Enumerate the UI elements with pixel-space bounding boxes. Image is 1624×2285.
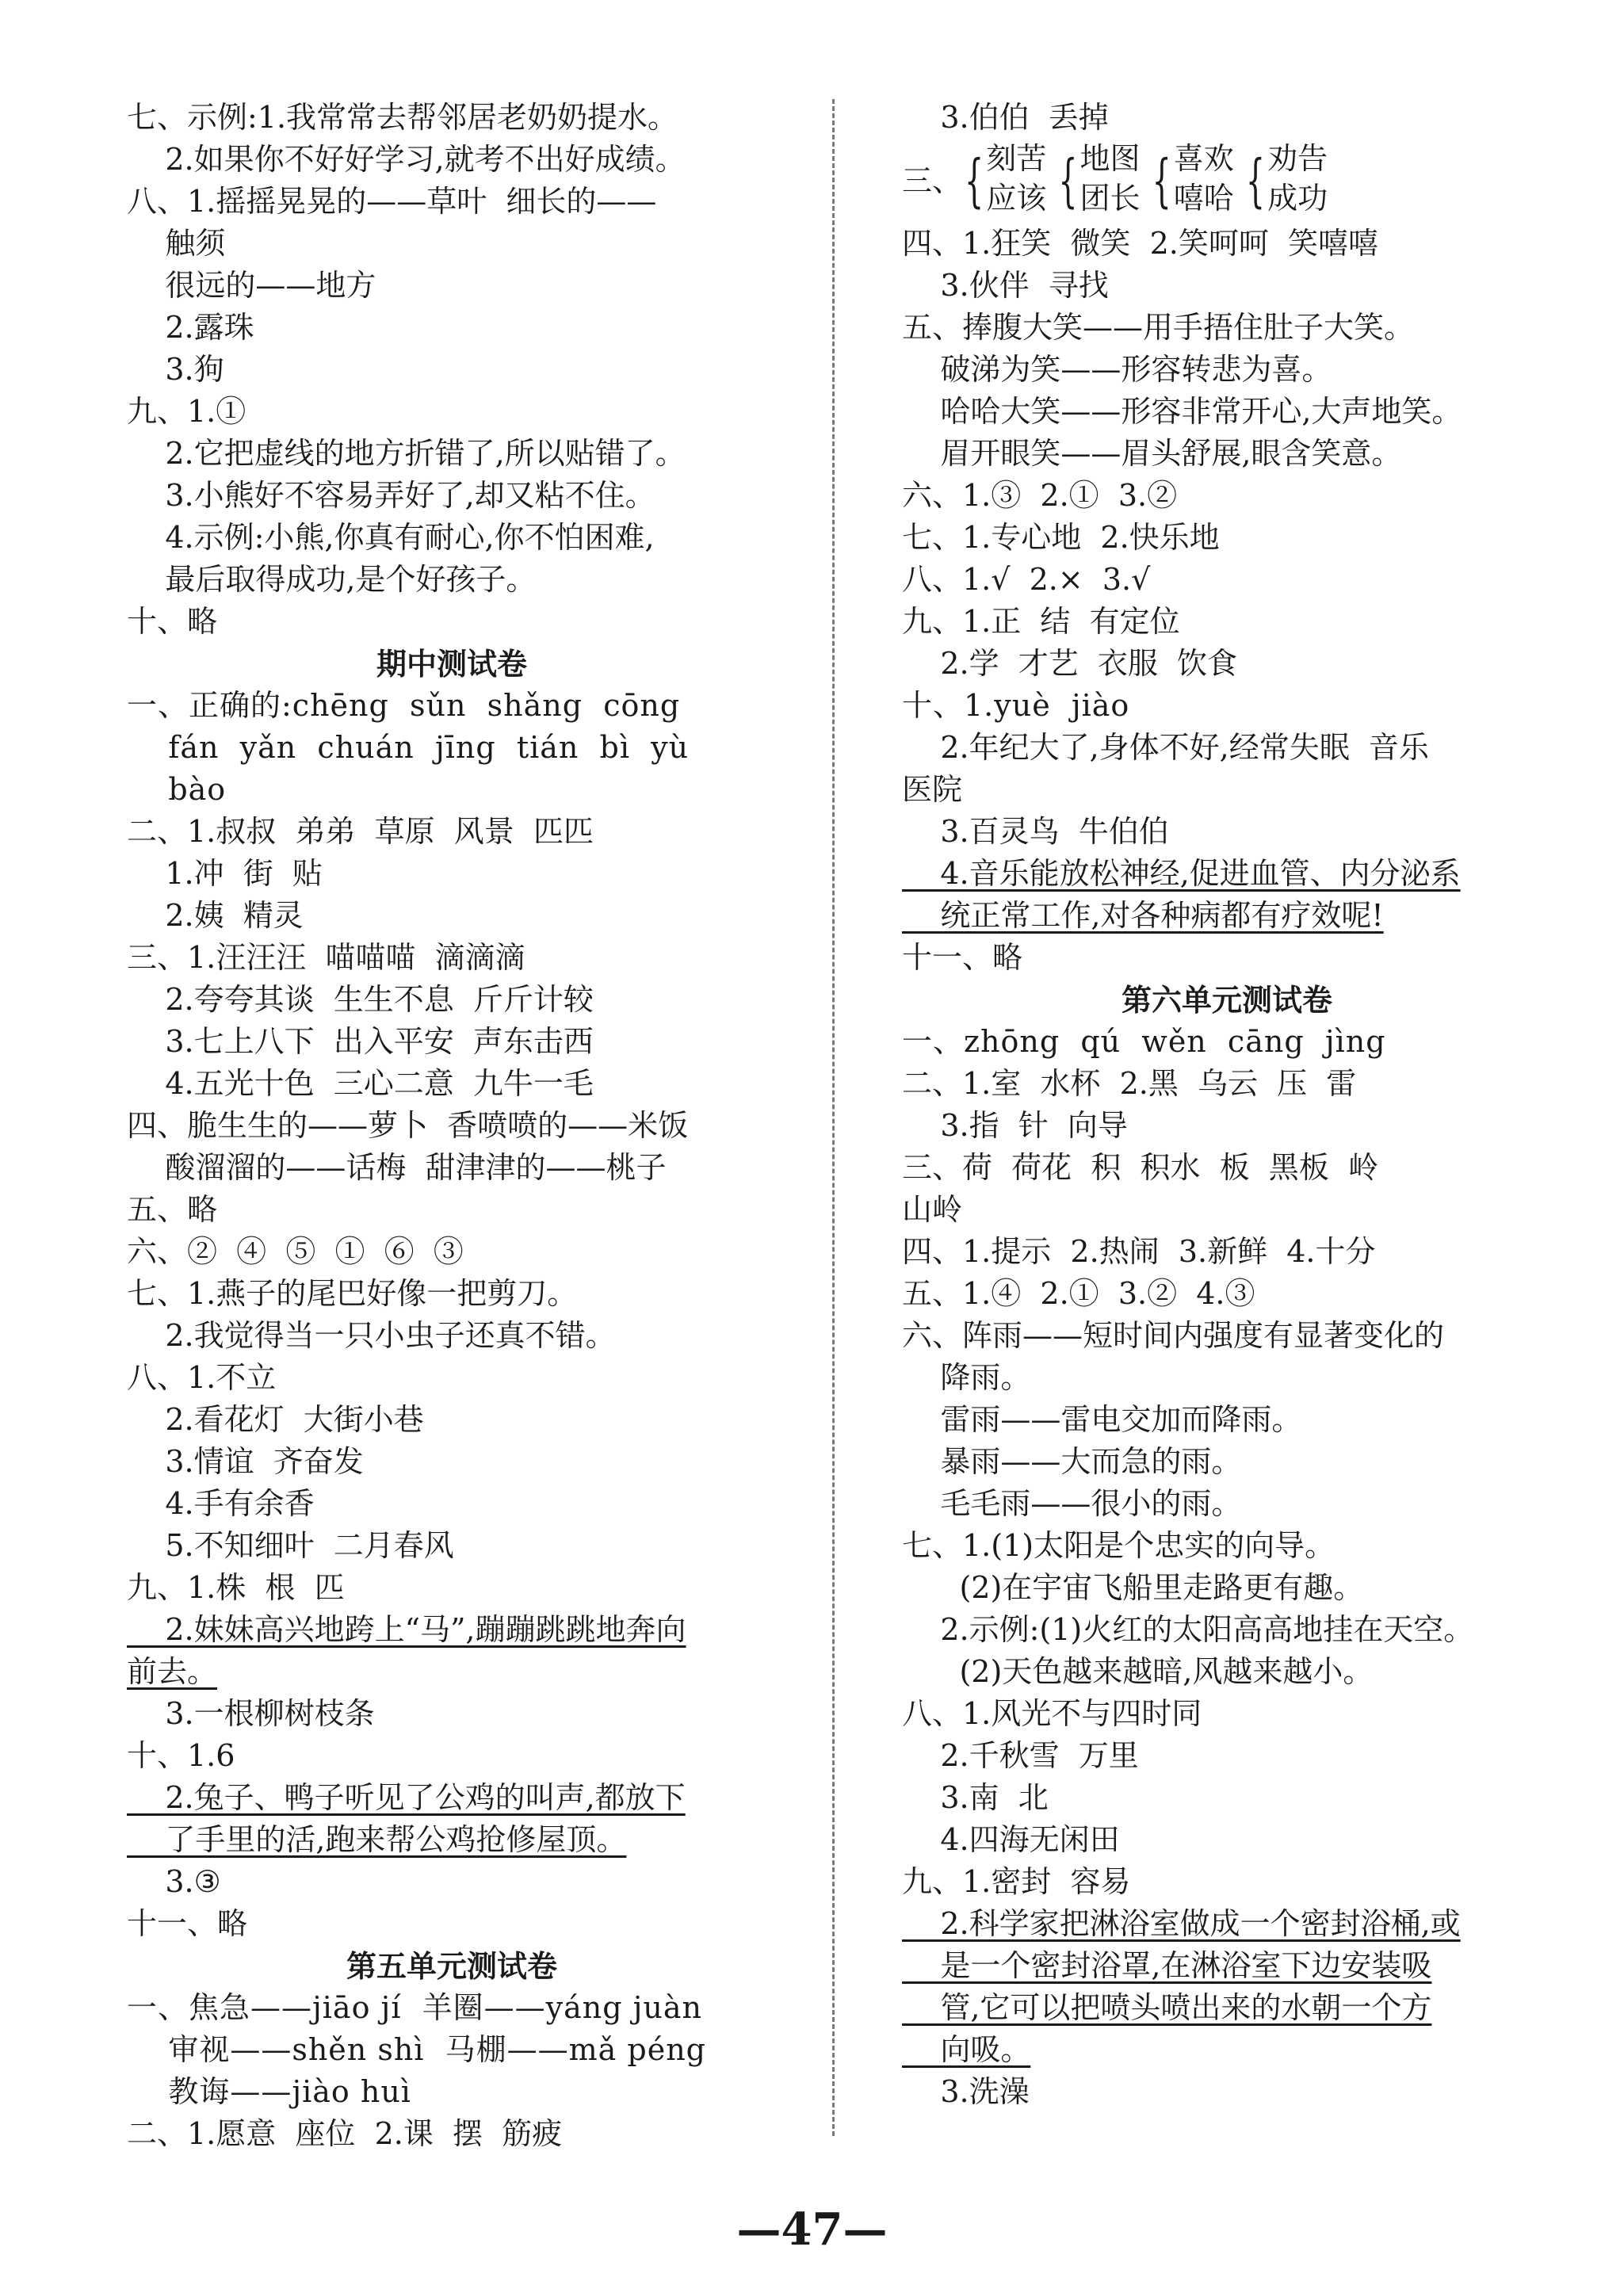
answer-line: 2.露珠 — [127, 310, 254, 345]
answer-line: 医院 — [902, 772, 963, 807]
answer-line: 3.七上八下 出入平安 声东击西 — [127, 1024, 594, 1059]
answer-line: 破涕为笑——形容转悲为喜。 — [902, 352, 1332, 387]
pair-word: 团长 — [1079, 181, 1141, 216]
word-pair — [1174, 139, 1234, 218]
answer-line: 2.学 才艺 衣服 饮食 — [902, 646, 1238, 681]
answer-line: 3.一根柳树枝条 — [127, 1696, 375, 1731]
answer-line: 最后取得成功,是个好孩子。 — [127, 562, 537, 597]
answer-line: 5.不知细叶 二月春风 — [127, 1528, 454, 1563]
pair-word: 劝告 — [1267, 141, 1328, 176]
answer-line: 六、1.③ 2.① 3.② — [902, 478, 1178, 513]
answer-line: 2.年纪大了,身体不好,经常失眠 音乐 — [902, 730, 1429, 765]
answer-line: 3.情谊 齐奋发 — [127, 1444, 364, 1479]
answer-line: 4.四海无闲田 — [902, 1822, 1120, 1857]
item-number: 三、 — [902, 163, 963, 198]
answer-line: 八、1.√ 2.× 3.√ — [902, 562, 1151, 597]
answer-line: 2.示例:(1)火红的太阳高高地挂在天空。 — [902, 1612, 1474, 1647]
answer-line: 十、略 — [127, 604, 218, 639]
answer-line: (2)天色越来越暗,风越来越小。 — [902, 1654, 1374, 1689]
pair-word: 成功 — [1267, 181, 1328, 216]
answer-line: 四、1.提示 2.热闹 3.新鲜 4.十分 — [902, 1234, 1376, 1269]
answer-line: 统正常工作,对各种病都有疗效呢! — [902, 898, 1384, 933]
answer-line: 3.指 针 向导 — [902, 1108, 1128, 1143]
answer-line: 三、1.汪汪汪 喵喵喵 滴滴滴 — [127, 940, 525, 975]
answer-line: 前去。 — [127, 1654, 218, 1689]
answer-line: 酸溜溜的——话梅 甜津津的——桃子 — [127, 1150, 667, 1185]
answer-line: 2.兔子、鸭子听见了公鸡的叫声,都放下 — [127, 1780, 686, 1815]
answer-line: 4.音乐能放松神经,促进血管、内分泌系 — [902, 856, 1461, 891]
answer-line: 审视——shěn shì 马棚——mǎ péng — [127, 2032, 706, 2067]
answer-line: (2)在宇宙飞船里走路更有趣。 — [902, 1570, 1364, 1605]
answer-line: 降雨。 — [902, 1360, 1031, 1395]
brace-glyph: { — [1245, 147, 1266, 214]
answer-line: 六、② ④ ⑤ ① ⑥ ③ — [127, 1234, 464, 1269]
answer-line: 4.五光十色 三心二意 九牛一毛 — [127, 1066, 594, 1101]
answer-line: 二、1.室 水杯 2.黑 乌云 压 雷 — [902, 1066, 1357, 1101]
brace-glyph: { — [965, 147, 984, 214]
pair-word: 地图 — [1079, 141, 1141, 176]
answer-line: 2.夸夸其谈 生生不息 斤斤计较 — [127, 982, 594, 1017]
answer-line: 2.千秋雪 万里 — [902, 1738, 1139, 1773]
answer-line: 3.③ — [127, 1864, 221, 1899]
answer-line: 八、1.风光不与四时同 — [902, 1696, 1202, 1731]
answer-line: fán yǎn chuán jīng tián bì yù — [127, 730, 690, 765]
answer-line: 2.它把虚线的地方折错了,所以贴错了。 — [127, 436, 686, 471]
answer-line: 一、焦急——jiāo jí 羊圈——yáng juàn — [127, 1990, 703, 2025]
answer-line: 暴雨——大而急的雨。 — [902, 1444, 1242, 1479]
answer-line: 十一、略 — [902, 940, 1023, 975]
answer-line: 向吸。 — [902, 2032, 1031, 2067]
right-column — [902, 97, 1552, 2113]
answer-line: 3.洗澡 — [902, 2074, 1030, 2109]
answer-line: 毛毛雨——很小的雨。 — [902, 1486, 1242, 1521]
answer-line: 4.手有余香 — [127, 1486, 315, 1521]
answer-line: 十一、略 — [127, 1906, 248, 1941]
answer-line: 3.伙伴 寻找 — [902, 268, 1109, 303]
answer-line: 管,它可以把喷头喷出来的水朝一个方 — [902, 1990, 1432, 2025]
pair-word: 嘻哈 — [1173, 181, 1234, 216]
pair-word: 应该 — [986, 181, 1047, 216]
pair-word: 喜欢 — [1173, 141, 1234, 176]
answer-line: 七、1.燕子的尾巴好像一把剪刀。 — [127, 1276, 578, 1311]
answer-line: 哈哈大笑——形容非常开心,大声地笑。 — [902, 394, 1462, 429]
answer-line: 3.伯伯 丢掉 — [902, 100, 1109, 135]
page-number: —47— — [736, 2203, 888, 2256]
answer-line — [902, 139, 1552, 223]
section-heading: 第六单元测试卷 — [1121, 982, 1332, 1018]
answer-line: 九、1.正 结 有定位 — [902, 604, 1180, 639]
answer-line: 九、1.① — [127, 394, 246, 429]
answer-line: 八、1.不立 — [127, 1360, 277, 1395]
brace-glyph: { — [1058, 147, 1078, 214]
answer-line: 触须 — [127, 226, 226, 261]
answer-line: 十、1.yuè jiào — [902, 688, 1130, 723]
answer-line: 一、正确的:chēng sǔn shǎng cōng — [127, 688, 681, 723]
answer-line: 山岭 — [902, 1192, 963, 1227]
answer-line: 十、1.6 — [127, 1738, 235, 1773]
answer-line: 六、阵雨——短时间内强度有显著变化的 — [902, 1318, 1445, 1353]
answer-line: 2.如果你不好好学习,就考不出好成绩。 — [127, 142, 686, 177]
brace-glyph: { — [1152, 147, 1171, 214]
answer-line: 教诲——jiào huì — [127, 2074, 411, 2109]
answer-line: 三、荷 荷花 积 积水 板 黑板 岭 — [902, 1150, 1378, 1185]
word-pair — [986, 139, 1046, 218]
answer-line: 2.妹妹高兴地跨上“马”,蹦蹦跳跳地奔向 — [127, 1612, 686, 1647]
answer-line: 二、1.叔叔 弟弟 草原 风景 匹匹 — [127, 814, 594, 849]
answer-line: 一、zhōng qú wěn cāng jìng — [902, 1024, 1386, 1059]
answer-line: 四、脆生生的——萝卜 香喷喷的——米饭 — [127, 1108, 689, 1143]
answer-line: 4.示例:小熊,你真有耐心,你不怕困难, — [127, 520, 655, 555]
answer-line: 二、1.愿意 座位 2.课 摆 筋疲 — [127, 2116, 563, 2151]
answer-line: 是一个密封浴罩,在淋浴室下边安装吸 — [902, 1948, 1432, 1983]
answer-line: 八、1.摇摇晃晃的——草叶 细长的—— — [127, 184, 657, 219]
answer-line: 七、1.专心地 2.快乐地 — [902, 520, 1220, 555]
answer-line: 四、1.狂笑 微笑 2.笑呵呵 笑嘻嘻 — [902, 226, 1378, 261]
left-column — [127, 97, 777, 2155]
answer-line: bào — [127, 772, 227, 807]
column-divider — [832, 99, 835, 2136]
answer-line: 1.冲 街 贴 — [127, 856, 323, 891]
answer-line: 2.我觉得当一只小虫子还真不错。 — [127, 1318, 616, 1353]
answer-line: 七、示例:1.我常常去帮邻居老奶奶提水。 — [127, 100, 678, 135]
answer-line: 眉开眼笑——眉头舒展,眼含笑意。 — [902, 436, 1402, 471]
answer-line: 3.百灵鸟 牛伯伯 — [902, 814, 1169, 849]
word-pair — [1080, 139, 1141, 218]
answer-line: 2.姨 精灵 — [127, 898, 304, 933]
answer-line: 五、略 — [127, 1192, 218, 1227]
answer-line: 3.南 北 — [902, 1780, 1049, 1815]
answer-line: 五、1.④ 2.① 3.② 4.③ — [902, 1276, 1255, 1311]
answer-line: 很远的——地方 — [127, 268, 376, 303]
answer-line: 五、捧腹大笑——用手捂住肚子大笑。 — [902, 310, 1415, 345]
answer-line: 九、1.株 根 匹 — [127, 1570, 345, 1605]
answer-line: 了手里的活,跑来帮公鸡抢修屋顶。 — [127, 1822, 627, 1857]
section-heading: 期中测试卷 — [376, 646, 527, 682]
answer-line: 3.小熊好不容易弄好了,却又粘不住。 — [127, 478, 655, 513]
section-heading: 第五单元测试卷 — [346, 1948, 557, 1984]
answer-line: 2.科学家把淋浴室做成一个密封浴桶,或 — [902, 1906, 1461, 1941]
answer-line: 九、1.密封 容易 — [902, 1864, 1131, 1899]
answer-line: 2.看花灯 大街小巷 — [127, 1402, 424, 1437]
answer-line: 七、1.(1)太阳是个忠实的向导。 — [902, 1528, 1336, 1563]
word-pair — [1267, 139, 1328, 218]
answer-line: 3.狗 — [127, 352, 224, 387]
pair-word: 刻苦 — [986, 141, 1047, 176]
answer-line: 雷雨——雷电交加而降雨。 — [902, 1402, 1302, 1437]
